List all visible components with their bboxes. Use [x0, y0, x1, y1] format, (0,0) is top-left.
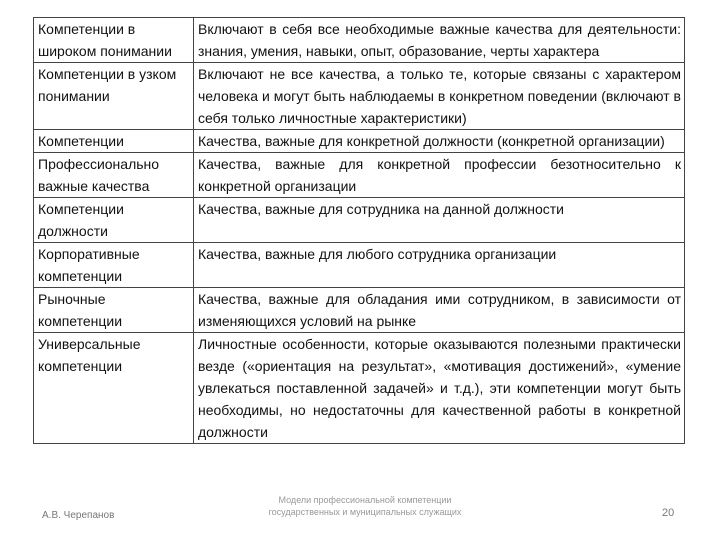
table-row	[34, 18, 685, 63]
competencies-table	[33, 17, 685, 444]
table-row	[34, 153, 685, 198]
term-cell: Корпоративные компетенции	[34, 243, 194, 288]
term-cell: Профессионально важные качества	[34, 153, 194, 198]
definition-cell: Качества, важные для конкретной профессии безотносительно к конкретной организации	[194, 153, 685, 198]
definition-cell: Включают не все качества, а только те, которые связаны с характером человека и могут быть наблюдаемы в конкретном поведении (включают в себя только личностные характеристики)	[194, 63, 685, 130]
term-cell: Компетенции в узком понимании	[34, 63, 194, 130]
definition-cell: Включают в себя все необходимые важные качества для деятельности: знания, умения, навыки, опыт, образование, черты характера	[194, 18, 685, 63]
table-row	[34, 198, 685, 243]
definition-cell: Качества, важные для конкретной должности (конкретной организации)	[194, 130, 685, 153]
term-cell: Компетенции	[34, 130, 194, 153]
term-cell: Универсальные компетенции	[34, 333, 194, 444]
table-row	[34, 130, 685, 153]
footer-author: А.В. Черепанов	[42, 510, 115, 521]
definition-cell: Личностные особенности, которые оказываются полезными практически везде («ориентация на результат», «мотивация достижений», «умение увлекаться поставленной задачей» и т.д.), эти компетенции могут быть необходимы, но недостаточны для качественной работы в конкретной должности	[194, 333, 685, 444]
table-row	[34, 243, 685, 288]
term-cell: Рыночные компетенции	[34, 288, 194, 333]
term-cell: Компетенции в широком понимании	[34, 18, 194, 63]
page-number: 20	[662, 507, 675, 519]
term-cell: Компетенции должности	[34, 198, 194, 243]
table-row	[34, 288, 685, 333]
table-row	[34, 333, 685, 444]
definition-cell: Качества, важные для обладания ими сотрудником, в зависимости от изменяющихся условий на рынке	[194, 288, 685, 333]
footer-title: Модели профессиональной компетенции государственных и муниципальных служащих	[268, 495, 462, 517]
table-row	[34, 63, 685, 130]
definition-cell: Качества, важные для сотрудника на данной должности	[194, 198, 685, 243]
definition-cell: Качества, важные для любого сотрудника организации	[194, 243, 685, 288]
